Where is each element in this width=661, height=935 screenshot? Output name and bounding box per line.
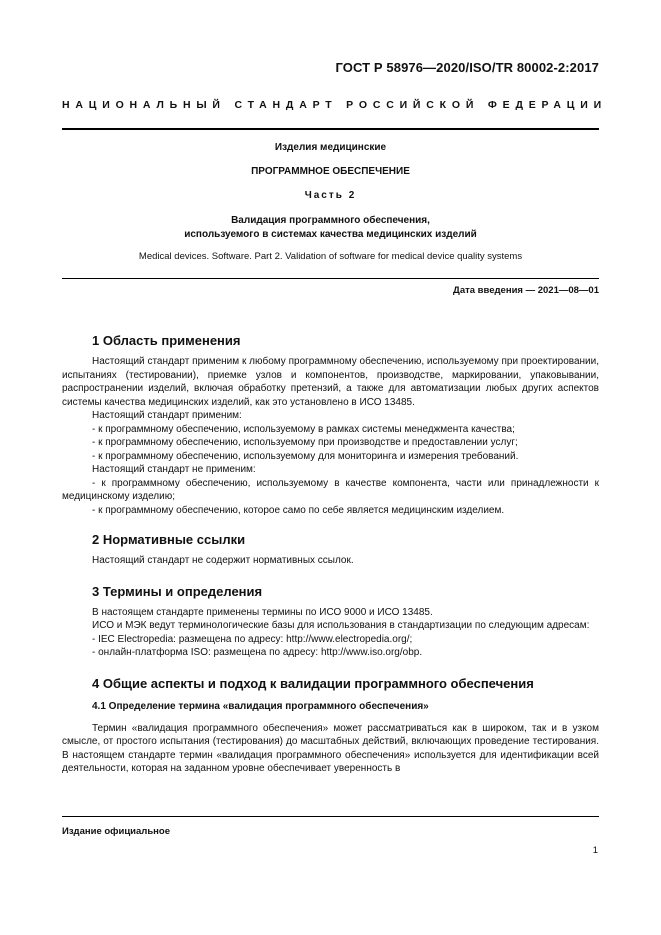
edition-label: Издание официальное	[62, 826, 170, 837]
english-title: Medical devices. Software. Part 2. Validation of software for medical device quality systems	[138, 251, 523, 262]
title-line-2: ПРОГРАММНОЕ ОБЕСПЕЧЕНИЕ	[251, 166, 410, 177]
list-item: - онлайн-платформа ISO: размещена по адресу: http://www.iso.org/obp.	[92, 647, 423, 658]
footer-divider	[62, 816, 599, 817]
list-item: - к программному обеспечению, используемому в качестве компонента, части или принадлежности к медицинскому изделию;	[62, 477, 599, 502]
section-1-heading: 1 Область применения	[92, 333, 241, 348]
page-number: 1	[592, 845, 598, 856]
subtitle-line-2: используемого в системах качества медицинских изделий	[184, 229, 477, 240]
section-2-heading: 2 Нормативные ссылки	[92, 532, 246, 547]
section-3-paragraph-1: В настоящем стандарте применены термины по ИСО 9000 и ИСО 13485.	[92, 606, 433, 618]
section-4-1-heading: 4.1 Определение термина «валидация программного обеспечения»	[92, 700, 429, 712]
list-item: - IEC Electropedia: размещена по адресу: http://www.electropedia.org/;	[92, 633, 413, 645]
subtitle-line-1: Валидация программного обеспечения,	[231, 215, 430, 226]
section-1-applies: Настоящий стандарт применим:	[92, 410, 242, 421]
section-4-1-paragraph: Термин «валидация программного обеспечения» может рассматриваться как в широком, так и в узком смысле, от простого испытания (тестирования) до масштабных действий, включающих проведение тестирования. В настоящем стандарте термин «валидация программного обеспечения» используется для идентификации всей деятельности, которая на заданном уровне обеспечивает уверенность в	[62, 722, 599, 774]
header-divider	[62, 128, 599, 130]
list-item: - к программному обеспечению, используемому в рамках системы менеджмента качества;	[92, 423, 515, 435]
document-code: ГОСТ Р 58976—2020/ISO/TR 80002-2:2017	[335, 60, 599, 75]
section-4-heading: 4 Общие аспекты и подход к валидации программного обеспечения	[92, 675, 534, 691]
introduction-date: Дата введения — 2021—08—01	[453, 285, 599, 296]
list-item: - к программному обеспечению, используемому для мониторинга и измерения требований.	[92, 450, 519, 462]
section-2-paragraph: Настоящий стандарт не содержит нормативных ссылок.	[92, 555, 354, 566]
section-1-paragraph: Настоящий стандарт применим к любому программному обеспечению, используемому при проектировании, испытаниях (тестировании), приемке узлов и компонентов, производстве, маркировании, упаковывании, распространении изделий, включая обработку претензий, а также для автоматизации любых других аспектов системы качества медицинских изделий, как это установлено в ИСО 13485.	[62, 356, 599, 408]
section-3-heading: 3 Термины и определения	[92, 583, 263, 599]
list-item: - к программному обеспечению, которое само по себе является медицинским изделием.	[92, 504, 505, 516]
title-subtitle	[62, 214, 599, 242]
national-standard-banner: НАЦИОНАЛЬНЫЙ СТАНДАРТ РОССИЙСКОЙ ФЕДЕРАЦИИ	[62, 99, 607, 111]
list-item: - к программному обеспечению, используемому при производстве и предоставлении услуг;	[92, 437, 518, 448]
title-divider	[62, 278, 599, 279]
title-line-1: Изделия медицинские	[274, 142, 387, 153]
document-body	[62, 333, 599, 776]
title-part: Часть 2	[304, 190, 357, 201]
section-3-paragraph-2: ИСО и МЭК ведут терминологические базы для использования в стандартизации по следующим адресам:	[92, 620, 590, 631]
section-1-not-applies: Настоящий стандарт не применим:	[92, 464, 256, 475]
